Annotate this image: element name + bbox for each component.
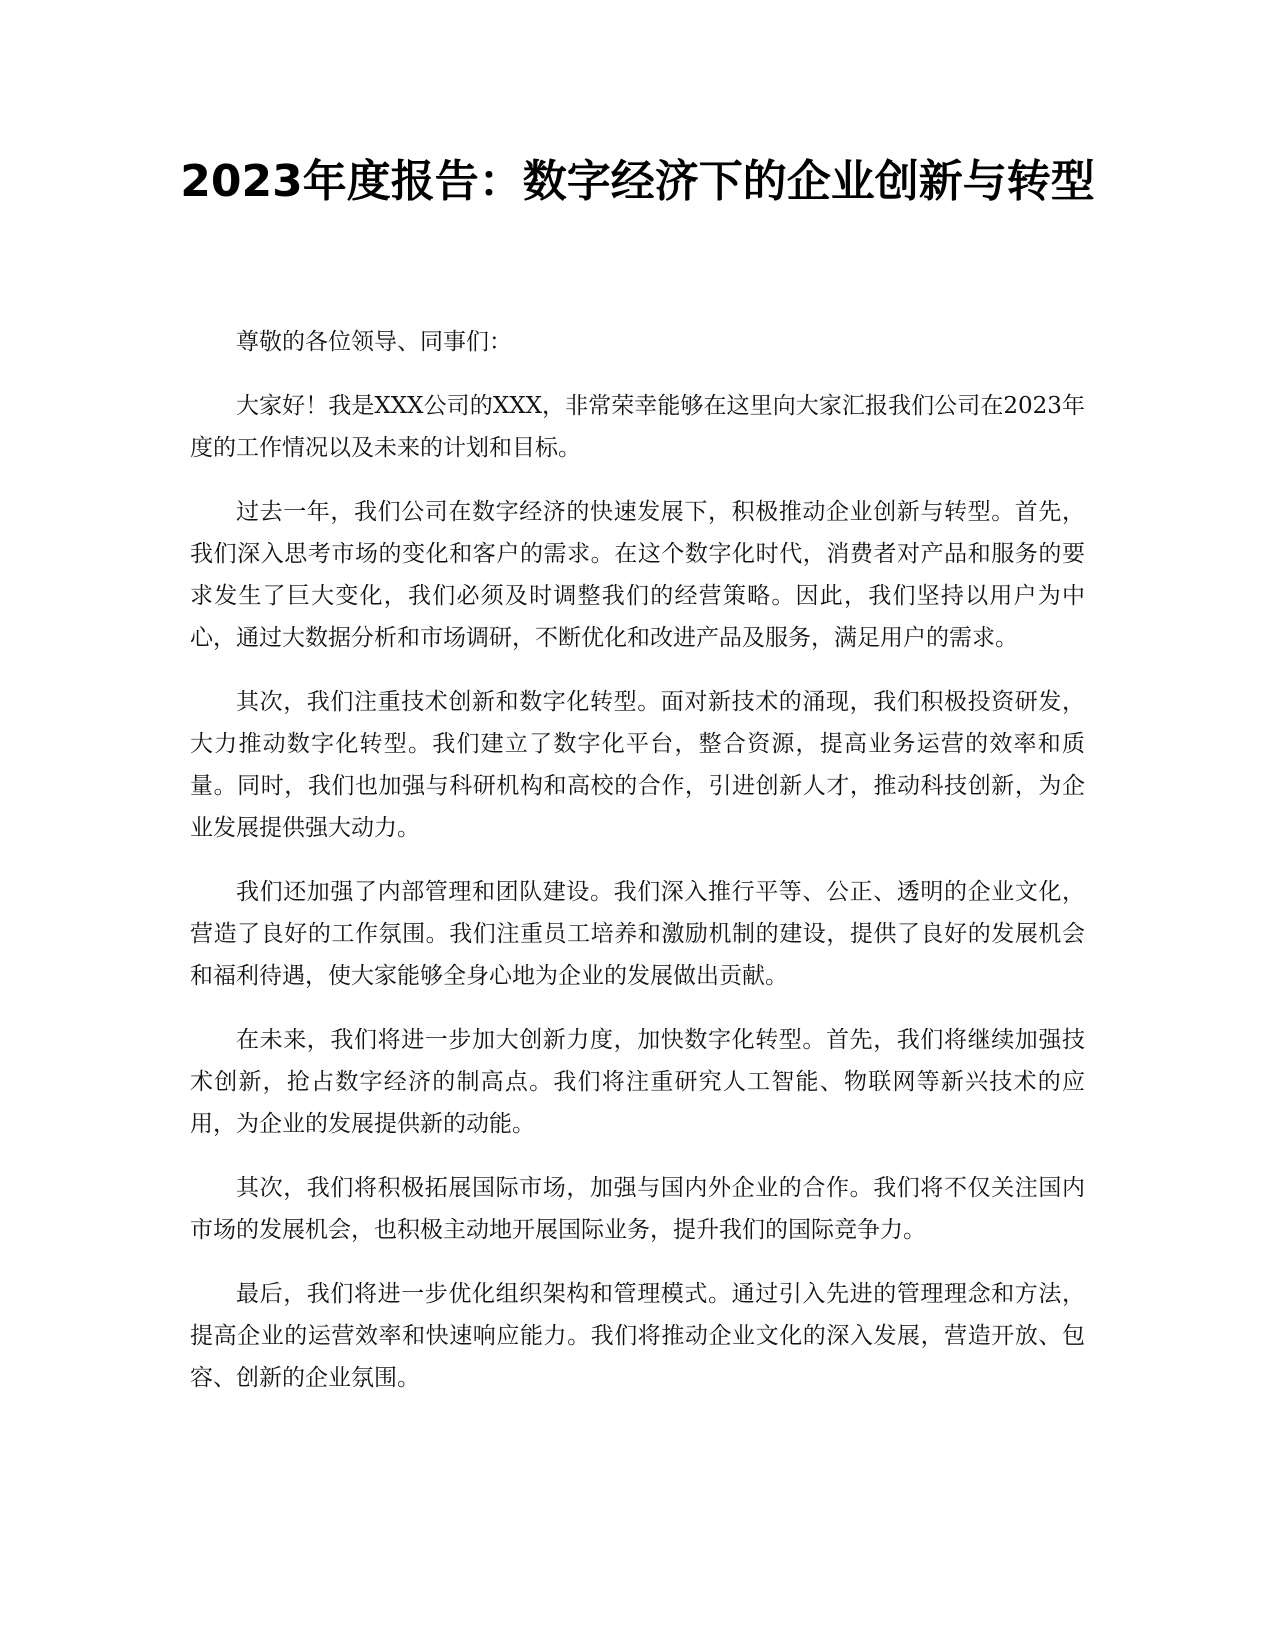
body-paragraph: 其次，我们将积极拓展国际市场，加强与国内外企业的合作。我们将不仅关注国内市场的发展机会，也积极主动地开展国际业务，提升我们的国际竞争力。	[190, 1175, 1085, 1243]
salutation-paragraph: 尊敬的各位领导、同事们：	[236, 329, 512, 355]
body-paragraph: 过去一年，我们公司在数字经济的快速发展下，积极推动企业创新与转型。首先，我们深入思考市场的变化和客户的需求。在这个数字化时代，消费者对产品和服务的要求发生了巨大变化，我们必须及时调整我们的经营策略。因此，我们坚持以用户为中心，通过大数据分析和市场调研，不断优化和改进产品及服务，满足用户的需求。	[190, 499, 1085, 651]
document-body	[190, 321, 1085, 1421]
body-paragraph: 最后，我们将进一步优化组织架构和管理模式。通过引入先进的管理理念和方法，提高企业的运营效率和快速响应能力。我们将推动企业文化的深入发展，营造开放、包容、创新的企业氛围。	[190, 1281, 1085, 1391]
body-paragraph: 我们还加强了内部管理和团队建设。我们深入推行平等、公正、透明的企业文化，营造了良好的工作氛围。我们注重员工培养和激励机制的建设，提供了良好的发展机会和福利待遇，使大家能够全身心地为企业的发展做出贡献。	[190, 879, 1085, 989]
document-title: 2023年度报告：数字经济下的企业创新与转型	[180, 156, 1095, 207]
body-paragraph: 在未来，我们将进一步加大创新力度，加快数字化转型。首先，我们将继续加强技术创新，抢占数字经济的制高点。我们将注重研究人工智能、物联网等新兴技术的应用，为企业的发展提供新的动能。	[190, 1027, 1085, 1137]
greeting-paragraph: 大家好！我是XXX公司的XXX，非常荣幸能够在这里向大家汇报我们公司在2023年度的工作情况以及未来的计划和目标。	[190, 393, 1085, 461]
body-paragraph: 其次，我们注重技术创新和数字化转型。面对新技术的涌现，我们积极投资研发，大力推动数字化转型。我们建立了数字化平台，整合资源，提高业务运营的效率和质量。同时，我们也加强与科研机构和高校的合作，引进创新人才，推动科技创新，为企业发展提供强大动力。	[190, 689, 1085, 841]
